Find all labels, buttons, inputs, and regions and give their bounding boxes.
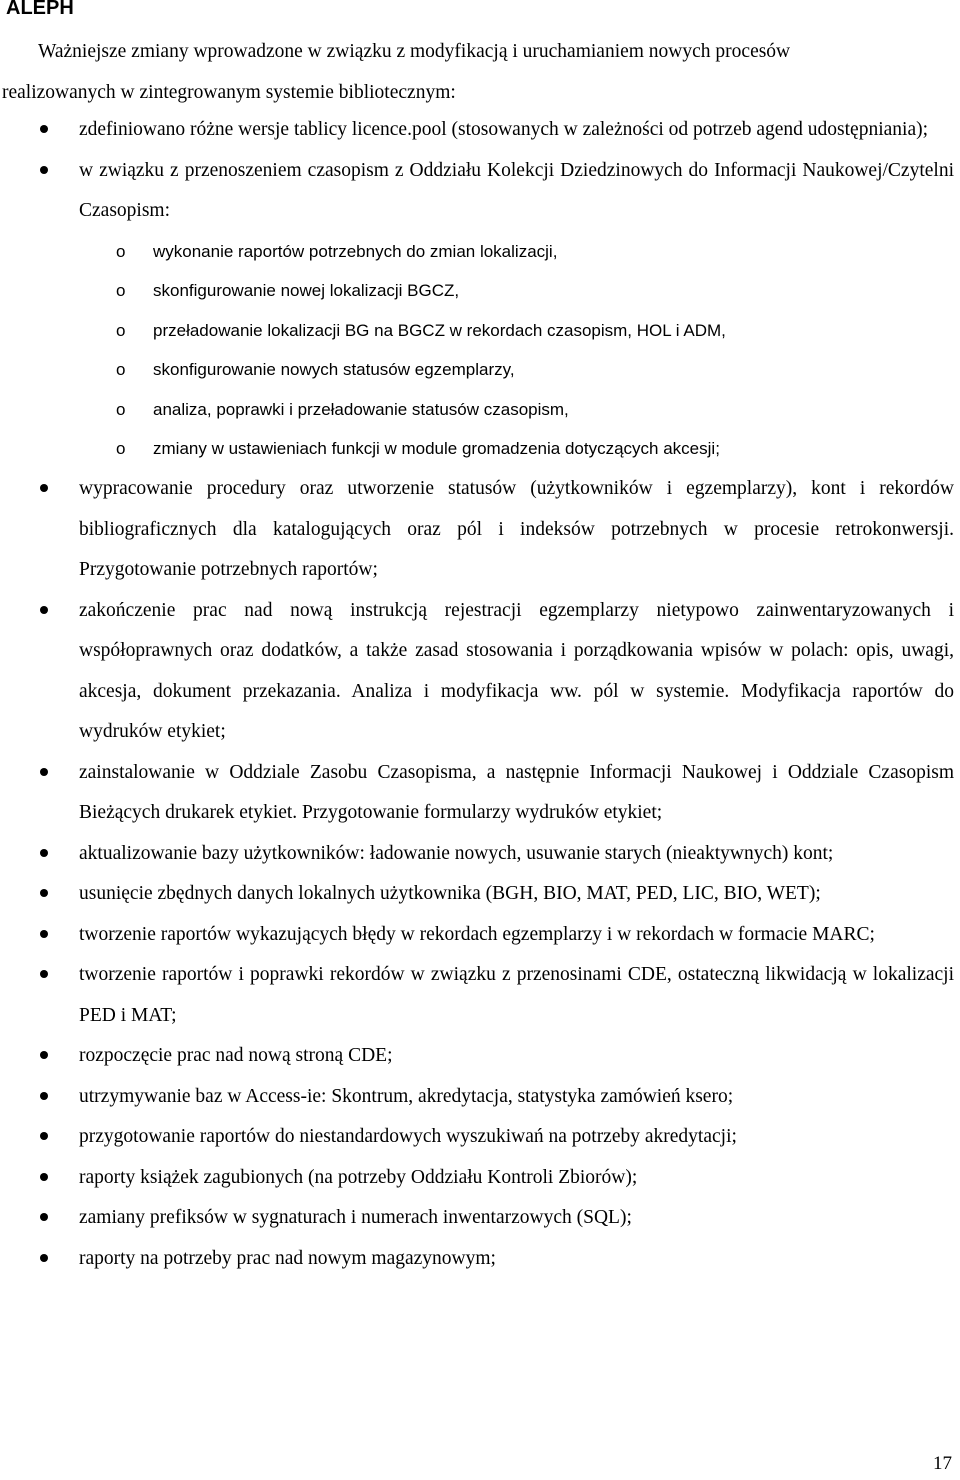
sub-item-text: zmiany w ustawieniach funkcji w module gromadzenia dotyczących akcesji; xyxy=(153,439,720,459)
list-item xyxy=(0,591,960,753)
circle-marker-icon: o xyxy=(116,439,126,459)
sub-list-item xyxy=(79,311,954,351)
list-item-text: przygotowanie raportów do niestandardowych wyszukiwań na potrzeby akredytacji; xyxy=(79,1126,737,1148)
intro-paragraph xyxy=(2,32,958,113)
intro-line-2: realizowanych w zintegrowanym systemie bibliotecznym: xyxy=(2,81,456,103)
list-item xyxy=(0,753,960,834)
list-item xyxy=(0,469,960,591)
circle-marker-icon: o xyxy=(116,360,126,380)
bullet-icon xyxy=(40,1254,48,1262)
sub-list xyxy=(79,232,954,470)
bullet-icon xyxy=(40,1051,48,1059)
sub-item-text: wykonanie raportów potrzebnych do zmian lokalizacji, xyxy=(153,241,558,261)
circle-marker-icon: o xyxy=(116,399,126,419)
sub-list-item xyxy=(79,429,954,469)
list-item-text: w związku z przenoszeniem czasopism z Oddziału Kolekcji Dziedzinowych do Informacji Naukowej/Czytelni Czasopism: xyxy=(79,159,954,221)
sub-item-text: skonfigurowanie nowej lokalizacji BGCZ, xyxy=(153,281,460,301)
list-item-text: raporty na potrzeby prac nad nowym magazynowym; xyxy=(79,1247,496,1269)
sub-list-item xyxy=(79,390,954,430)
sub-list-item xyxy=(79,232,954,272)
bullet-icon xyxy=(40,125,48,133)
sub-list-item xyxy=(79,350,954,390)
list-item xyxy=(0,874,960,915)
bullet-icon xyxy=(40,768,48,776)
bullet-icon xyxy=(40,889,48,897)
list-item xyxy=(0,955,960,1036)
intro-line-1: Ważniejsze zmiany wprowadzone w związku z modyfikacją i uruchamianiem nowych procesów xyxy=(38,41,791,62)
list-item-text: aktualizowanie bazy użytkowników: ładowanie nowych, usuwanie starych (nieaktywnych) kont; xyxy=(79,842,834,864)
sub-item-text: skonfigurowanie nowych statusów egzemplarzy, xyxy=(153,360,515,380)
list-item-text: zakończenie prac nad nową instrukcją rejestracji egzemplarzy nietypowo zainwentaryzowanych i współoprawnych oraz dodatków, a także zasad stosowania i porządkowania wpisów w polach: opis, uwagi, akcesja, dokument przekazania. Analiza i modyfikacja ww. pól w systemie. Modyfikacja raportów do wydruków etykiet; xyxy=(79,599,954,743)
list-item-text: zdefiniowano różne wersje tablicy licence.pool (stosowanych w zależności od potrzeb agend udostępniania); xyxy=(79,119,929,140)
sub-item-text: przeładowanie lokalizacji BG na BGCZ w rekordach czasopism, HOL i ADM, xyxy=(153,320,726,340)
list-item xyxy=(0,834,960,875)
circle-marker-icon: o xyxy=(116,320,126,340)
bullet-icon xyxy=(40,1132,48,1140)
list-item-text: wypracowanie procedury oraz utworzenie statusów (użytkowników i egzemplarzy), kont i rekordów bibliograficznych dla katalogujących oraz pól i indeksów potrzebnych w procesie retrokonwersji. Przygotowanie potrzebnych raportów; xyxy=(79,478,954,581)
list-item xyxy=(0,1158,960,1199)
list-item xyxy=(0,1117,960,1158)
page-number: 17 xyxy=(933,1453,952,1474)
list-item xyxy=(0,1077,960,1118)
list-item-text: raporty książek zagubionych (na potrzeby Oddziału Kontroli Zbiorów); xyxy=(79,1166,638,1188)
list-item xyxy=(0,1239,960,1280)
bullet-icon xyxy=(40,166,48,174)
circle-marker-icon: o xyxy=(116,241,126,261)
list-item-text: tworzenie raportów wykazujących błędy w rekordach egzemplarzy i w rekordach w formacie MARC; xyxy=(79,923,875,945)
list-item xyxy=(0,1036,960,1077)
list-item xyxy=(0,1198,960,1239)
section-heading: ALEPH xyxy=(6,0,74,19)
bullet-icon xyxy=(40,849,48,857)
bullet-list xyxy=(0,110,960,1279)
bullet-icon xyxy=(40,1213,48,1221)
list-item-text: tworzenie raportów i poprawki rekordów w związku z przenosinami CDE, ostateczną likwidacją w lokalizacji PED i MAT; xyxy=(79,964,954,1026)
bullet-icon xyxy=(40,1092,48,1100)
list-item-text: rozpoczęcie prac nad nową stroną CDE; xyxy=(79,1045,393,1067)
circle-marker-icon: o xyxy=(116,281,126,301)
sub-list-item xyxy=(79,271,954,311)
bullet-icon xyxy=(40,484,48,492)
bullet-icon xyxy=(40,1173,48,1181)
sub-item-text: analiza, poprawki i przeładowanie statusów czasopism, xyxy=(153,399,569,419)
list-item-text: utrzymywanie baz w Access-ie: Skontrum, akredytacja, statystyka zamówień ksero; xyxy=(79,1085,734,1107)
list-item xyxy=(0,915,960,956)
list-item-text: zainstalowanie w Oddziale Zasobu Czasopisma, a następnie Informacji Naukowej i Oddziale Czasopism Bieżących drukarek etykiet. Przygotowanie formularzy wydruków etykiet; xyxy=(79,761,954,824)
list-item-text: zamiany prefiksów w sygnaturach i numerach inwentarzowych (SQL); xyxy=(79,1207,632,1229)
list-item-text: usunięcie zbędnych danych lokalnych użytkownika (BGH, BIO, MAT, PED, LIC, BIO, WET); xyxy=(79,883,821,905)
bullet-icon xyxy=(40,970,48,978)
bullet-icon xyxy=(40,930,48,938)
list-item xyxy=(0,151,960,470)
bullet-icon xyxy=(40,606,48,614)
list-item xyxy=(0,110,960,151)
